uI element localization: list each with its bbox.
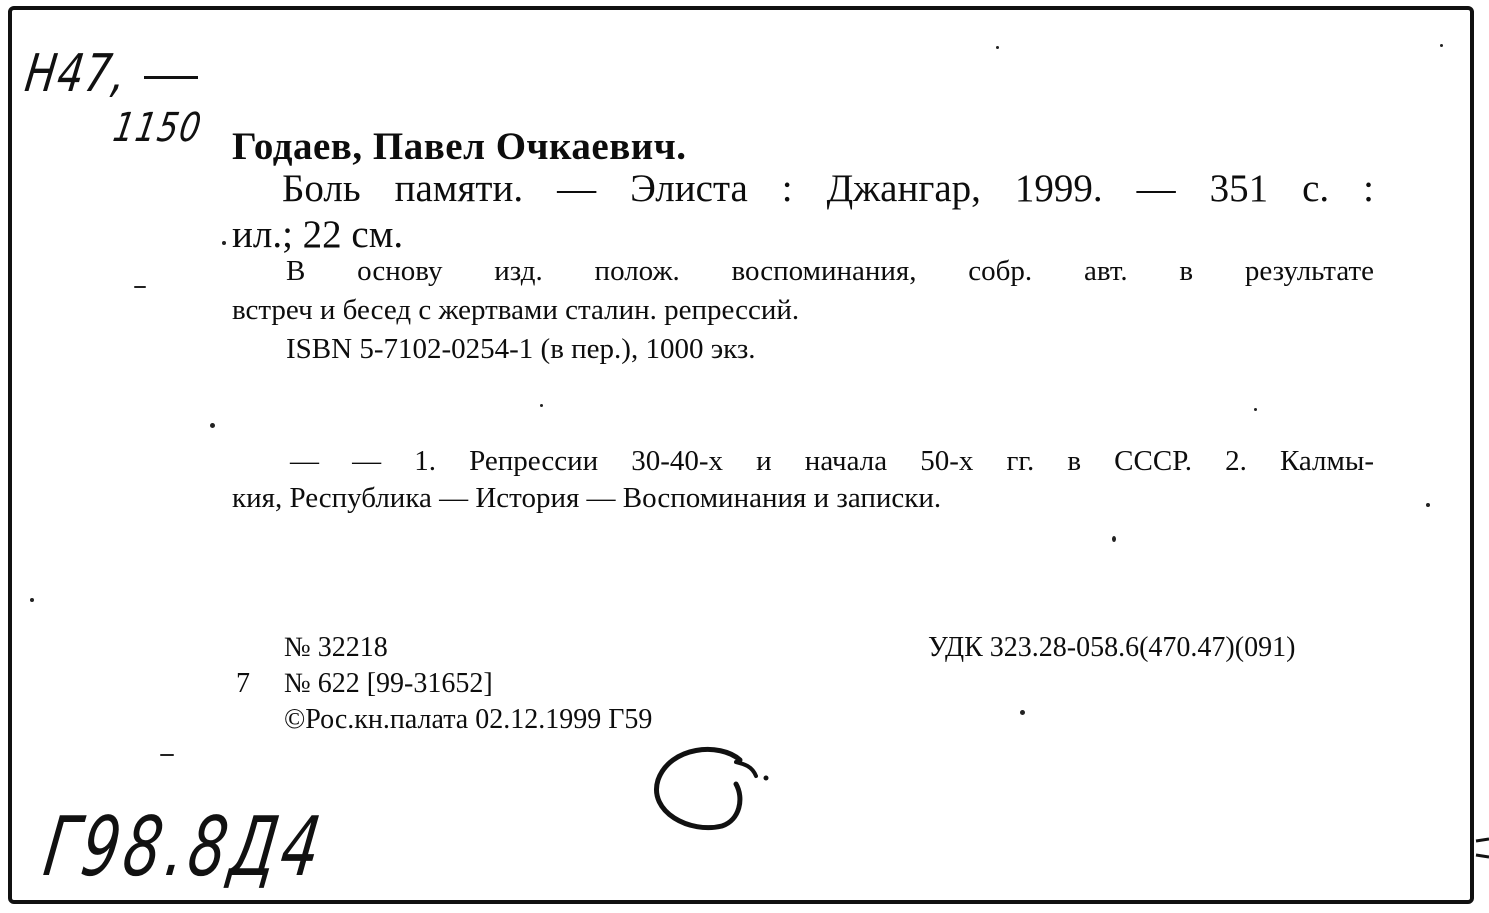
paper-speck [222, 241, 226, 245]
title-line-continued: ил.; 22 см. [232, 213, 404, 256]
paper-speck [540, 404, 543, 407]
paper-speck [1020, 710, 1025, 715]
card-edge-mark [1474, 835, 1489, 865]
stamp-circle-mark [640, 740, 780, 840]
paper-speck [30, 598, 34, 602]
paper-speck [1112, 536, 1116, 542]
handwritten-overline [144, 76, 198, 79]
subject-headings-line: — — 1. Репрессии 30-40-х и начала 50-х гг. в СССР. 2. Калмы- [290, 445, 1374, 477]
registration-number: № 32218 [284, 632, 388, 663]
note-line: В основу изд. полож. воспоминания, собр. авт. в результате [286, 255, 1374, 287]
subject-headings-continued: кия, Республика — История — Воспоминания и записки. [232, 482, 942, 514]
paper-speck [134, 286, 146, 288]
paper-speck [1426, 503, 1430, 507]
handwritten-shelf-code: Г98.8Д4 [38, 800, 331, 895]
copyright-line: ©Рос.кн.палата 02.12.1999 Г59 [284, 704, 653, 735]
card-digit: 7 [236, 668, 250, 699]
order-number: № 622 [99-31652] [284, 668, 493, 699]
isbn-line: ISBN 5-7102-0254-1 (в пер.), 1000 экз. [286, 333, 756, 365]
note-line-continued: встреч и бесед с жертвами сталин. репрессий. [232, 294, 800, 326]
title-line: Боль памяти. — Элиста : Джангар, 1999. — 351 с. : [282, 167, 1374, 210]
author-heading: Годаев, Павел Очкаевич. [232, 125, 687, 168]
handwritten-code-top: Н47, [21, 44, 132, 104]
paper-speck [160, 754, 174, 756]
paper-speck [1254, 408, 1257, 411]
udk-code: УДК 323.28-058.6(470.47)(091) [928, 632, 1296, 663]
paper-speck [1440, 44, 1443, 47]
paper-speck [210, 423, 215, 428]
handwritten-number-sub: 1150 [109, 105, 206, 151]
paper-speck [996, 46, 999, 49]
